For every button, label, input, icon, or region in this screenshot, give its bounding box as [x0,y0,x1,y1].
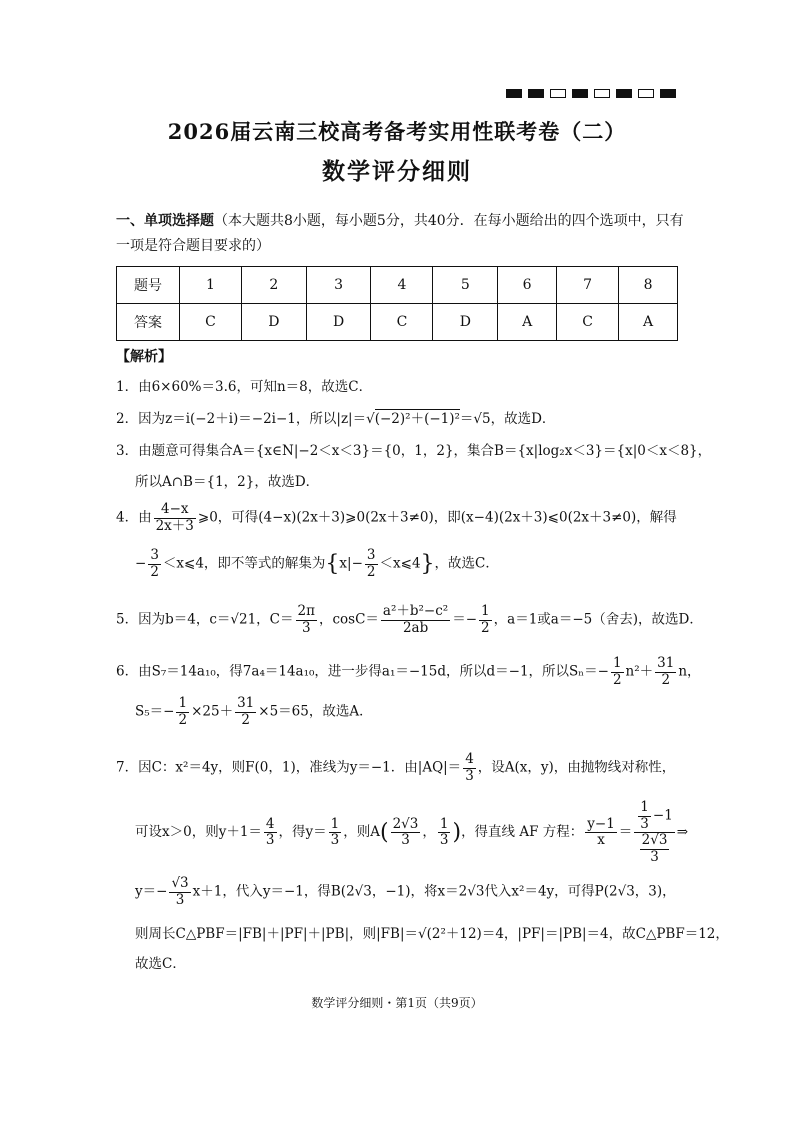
solution-number: 2． [116,411,139,427]
solution-number: 5． [116,611,139,628]
solution-text: 因为b＝4，c＝√21，C＝ [138,611,294,628]
solution-text: ，设A(x，y)，由抛物线对称性， [477,759,676,776]
mark-hollow [594,89,610,98]
implies-arrow: ⇒ [676,824,689,841]
right-paren: ) [452,820,462,846]
fraction [438,817,451,849]
section-description: （本大题共8小题，每小题5分，共40分．在每小题给出的四个选项中，只有一项是符合题目要求的） [116,213,684,254]
solution-text: x＋1，代入y＝−1，得B(2√3，−1)，将x＝2√3代入x²＝4y，可得P(2√3，3)， [192,883,676,900]
fraction [640,833,670,865]
compound-numerator [634,800,675,833]
numerator: 1 [481,603,490,619]
table-row-numbers [117,267,678,304]
mark-filled [616,89,632,98]
solution-text: 由6×60%＝3.6，可知n＝8，故选C． [138,379,373,395]
denominator: x [597,832,605,849]
table-cell: C [371,304,433,341]
solution-text: n， [678,663,701,680]
table-cell: 2 [242,267,307,304]
section-heading: 一、单项选择题 [116,213,214,229]
left-paren: ( [380,820,389,846]
mark-filled [660,89,676,98]
solution-7-line-3 [135,876,676,908]
solution-4-line-2 [135,548,499,580]
denominator: 2 [241,711,250,728]
solution-number: 7． [116,759,139,776]
solution-7 [116,752,675,784]
table-cell: 1 [180,267,242,304]
numerator: 4−x [154,502,196,519]
fraction [148,548,161,580]
denominator: 3 [439,832,449,849]
solution-text: 由题意可得集合A＝{x∈N|−2＜x＜3}＝{0，1，2}，集合B＝{x|log₂x＜3}＝{x|0＜x＜8}， [138,443,712,459]
table-cell: D [306,304,371,341]
solution-5 [116,604,703,636]
solution-3 [116,439,711,459]
fraction [479,604,492,636]
solution-text: S₅＝− [135,703,175,720]
table-cell: 5 [433,267,498,304]
fraction [176,696,189,728]
mark-filled [506,89,522,98]
numerator: 2√3 [392,815,419,832]
solution-1 [116,375,372,395]
numerator: 31 [237,695,255,711]
solution-text: ⩾0，可得(4−x)(2x＋3)⩾0(2x＋3≠0)，即(x−4)(2x＋3)⩽0(2x＋3≠0)，解得 [197,509,677,526]
solution-text: ，得y＝ [278,824,327,841]
numerator: y−1 [587,815,615,832]
denominator: 3 [650,848,659,865]
equals: ＝ [618,824,633,841]
table-cell: 4 [371,267,433,304]
fraction [296,604,317,636]
fraction [235,696,256,728]
solution-7-line-4: 则周长C△PBF＝|FB|＋|PF|＋|PB|，则|FB|＝√(2²＋12)＝4，|PF|＝|PB|＝4，故C△PBF＝12， [135,926,729,942]
mark-hollow [550,89,566,98]
numerator: 1 [640,799,649,815]
mark-filled [528,89,544,98]
numerator: 1 [612,655,622,671]
denominator: 3 [301,619,311,636]
table-header-cell: 答案 [117,304,180,341]
numerator: 3 [366,547,376,563]
mark-hollow [638,89,654,98]
analysis-label: 【解析】 [116,349,172,365]
mark-filled [572,89,588,98]
fraction [365,548,378,580]
solution-text: 因为z＝i(−2＋i)＝−2i−1，所以|z|＝ [138,411,367,427]
table-cell: 7 [557,267,619,304]
denominator: 3 [640,815,649,832]
section-intro [116,209,684,259]
numerator: 1 [330,815,340,832]
solution-text: ＝√5，故选D． [459,411,556,427]
denominator: 3 [330,832,340,849]
denominator: 3 [401,832,410,849]
solution-text: ，故选C． [434,555,499,572]
numerator: 1 [439,815,449,832]
solution-text: 由S₇＝14a₁₀，得7a₄＝14a₁₀，进一步得a₁＝−15d，所以d＝−1，所以Sₙ＝− [138,663,609,680]
denominator: 2 [366,563,376,580]
set-var: x [339,555,348,572]
solution-text: ，则A [343,824,380,841]
denominator: 2ab [402,619,429,636]
numerator: 3 [150,547,159,563]
denominator: 2 [612,671,622,688]
solution-6-line-2 [135,696,373,728]
solution-text: ＜x⩽4，即不等式的解集为 [162,555,326,572]
fraction [638,800,651,832]
table-cell: C [557,304,619,341]
solution-text: n²＋ [625,663,654,680]
solution-text: 由 [138,509,152,526]
table-cell: 3 [306,267,371,304]
denominator: 2x＋3 [155,517,194,534]
fraction [611,656,624,688]
solution-6 [116,656,701,688]
solution-number: 6． [116,663,139,680]
solution-text: 因C：x²＝4y，则F(0，1)，准线为y＝−1．由|AQ|＝ [138,759,462,776]
solution-text: ，cosC＝ [318,611,379,628]
numerator: 4 [265,815,275,832]
solution-text: 可设x＞0，则y＋1＝ [135,824,262,841]
table-cell: A [498,304,557,341]
denominator: 2 [481,619,490,636]
solution-2 [116,407,555,427]
denominator: 2 [150,563,159,580]
answer-table [116,266,678,341]
denominator: 3 [465,767,474,784]
solution-7-line-5: 故选C． [135,956,186,972]
fraction [463,752,476,784]
solution-text: − [135,555,147,572]
solution-3-line-2: 所以A∩B＝{1，2}，故选D． [135,474,320,490]
radicand: (−2)²＋(−1)² [374,411,460,427]
solution-number: 3． [116,443,139,459]
compound-fraction [634,800,675,865]
minus-one: −1 [652,807,673,824]
page-subtitle: 数学评分细则 [322,158,472,185]
denominator: 2 [178,711,188,728]
page-footer: 数学评分细则・第1页（共9页） [311,996,483,1010]
page-title: 2026届云南三校高考备考实用性联考卷（二） [167,119,627,144]
denominator: 3 [265,832,275,849]
right-brace: } [420,551,435,577]
fraction [391,817,421,849]
numerator: 2√3 [641,832,668,849]
solution-text: ，得直线 AF 方程： [461,824,584,841]
table-cell: A [619,304,678,341]
fraction [264,817,277,849]
comma: ， [422,824,436,841]
denominator: 3 [175,891,185,908]
table-header-cell: 题号 [117,267,180,304]
solution-text: ×5＝65，故选A． [258,703,373,720]
fraction [585,817,617,849]
solution-4 [116,502,677,534]
solution-number: 1． [116,379,139,395]
numerator: √3 [171,875,189,891]
numerator: 1 [178,695,188,711]
set-condition: ＜x⩽4 [379,555,421,572]
left-brace: { [325,551,340,577]
table-cell: D [433,304,498,341]
solution-text: ，a＝1或a＝−5（舍去)，故选D． [493,611,703,628]
solution-number: 4． [116,509,139,526]
numerator: 31 [657,655,675,671]
fraction [329,817,342,849]
numerator: 4 [465,751,474,767]
fraction [381,604,450,636]
fraction [169,876,190,908]
numerator: a²＋b²−c² [382,603,449,619]
table-row-answers [117,304,678,341]
solution-text: ＝− [452,611,478,628]
solution-7-line-2 [135,800,688,865]
header-marks [506,89,676,98]
table-cell: D [242,304,307,341]
sqrt-symbol: √ [366,411,375,427]
compound-denominator [634,833,675,865]
set-minus: − [351,555,363,572]
denominator: 2 [661,671,671,688]
set-bar: | [347,555,352,572]
fraction [154,502,196,534]
table-cell: C [180,304,242,341]
table-cell: 6 [498,267,557,304]
solution-text: y＝− [135,883,168,900]
table-cell: 8 [619,267,678,304]
fraction [655,656,676,688]
numerator: 2π [297,603,315,619]
solution-text: ×25＋ [191,703,234,720]
